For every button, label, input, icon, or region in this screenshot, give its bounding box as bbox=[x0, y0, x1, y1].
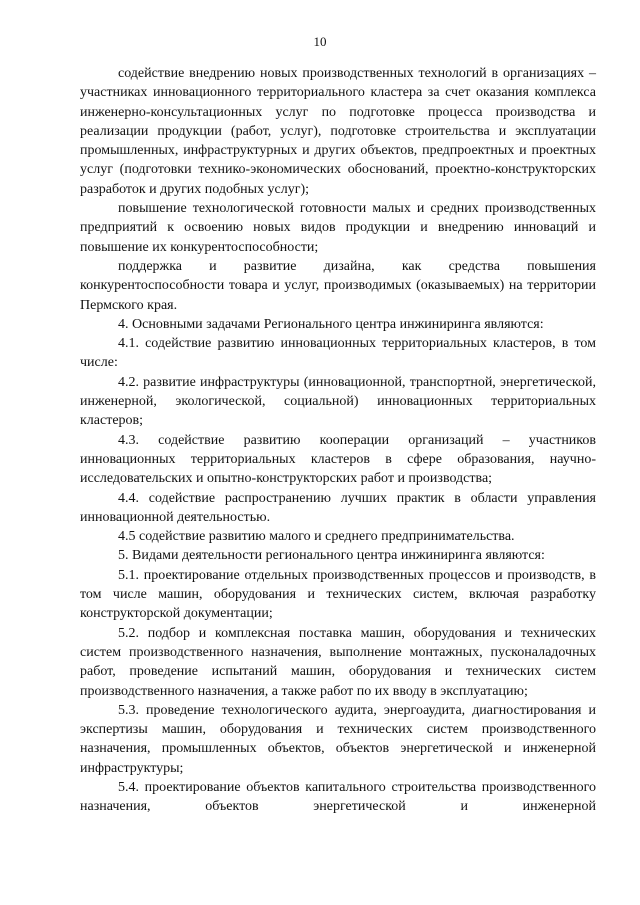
page-number: 10 bbox=[313, 34, 327, 49]
paragraph-section-5-heading: 5. Видами деятельности регионального центра инжиниринга являются: bbox=[118, 548, 545, 564]
document-body bbox=[80, 64, 596, 817]
paragraph-section-4-heading: 4. Основными задачами Регионального центра инжиниринга являются: bbox=[118, 316, 544, 332]
paragraph-5-1: 5.1. проектирование отдельных производственных процессов и производств, в том числе машин, оборудования и технических систем, включая разработку конструкторской документации; bbox=[80, 567, 596, 622]
paragraph-engineering-services: содействие внедрению новых производственных технологий в организациях – участниках инновационного территориального кластера за счет оказания комплекса инженерно-консультационных услуг по подготовке процесса производства и реализации продукции (работ, услуг), подготовке строительства и эксплуатации промышленных, инфраструктурных и других объектов, предпроектных и проектных услуг (подготовки технико-экономических обоснований, проектно-конструкторских разработок и других подобных услуг); bbox=[80, 66, 596, 197]
paragraph-4-3: 4.3. содействие развитию кооперации организаций – участников инновационных территориальных кластеров в сфере образования, научно-исследовательских и опытно-конструкторских работ и производства; bbox=[80, 432, 596, 487]
paragraph-4-1: 4.1. содействие развитию инновационных территориальных кластеров, в том числе: bbox=[80, 336, 596, 371]
paragraph-technological-readiness: повышение технологической готовности малых и средних производственных предприятий к освоению новых видов продукции и внедрению инноваций и повышение их конкурентоспособности; bbox=[80, 201, 596, 255]
paragraph-5-2: 5.2. подбор и комплексная поставка машин, оборудования и технических систем производственного назначения, выполнение монтажных, пусконаладочных работ, проведение испытаний машин, оборудования и технических систем производственного назначения, а также работ по их вводу в эксплуатацию; bbox=[80, 625, 596, 699]
paragraph-4-5: 4.5 содействие развитию малого и среднего предпринимательства. bbox=[118, 529, 515, 545]
paragraph-5-4: 5.4. проектирование объектов капитального строительства производственного назначения, объектов энергетической и инженерной bbox=[80, 779, 596, 815]
paragraph-5-3: 5.3. проведение технологического аудита, энергоаудита, диагностирования и экспертизы машин, оборудования и технических систем производственного назначения, промышленных объектов, объектов энергетической и инженерной инфраструктуры; bbox=[80, 702, 596, 776]
paragraph-4-4: 4.4. содействие распространению лучших практик в области управления инновационной деятельностью. bbox=[80, 490, 596, 525]
paragraph-4-2: 4.2. развитие инфраструктуры (инновационной, транспортной, энергетической, инженерной, экологической, социальной) инновационных территориальных кластеров; bbox=[80, 374, 596, 429]
paragraph-design-support: поддержка и развитие дизайна, как средства повышения конкурентоспособности товара и услуг, производимых (оказываемых) на территории Пермского края. bbox=[80, 258, 596, 313]
